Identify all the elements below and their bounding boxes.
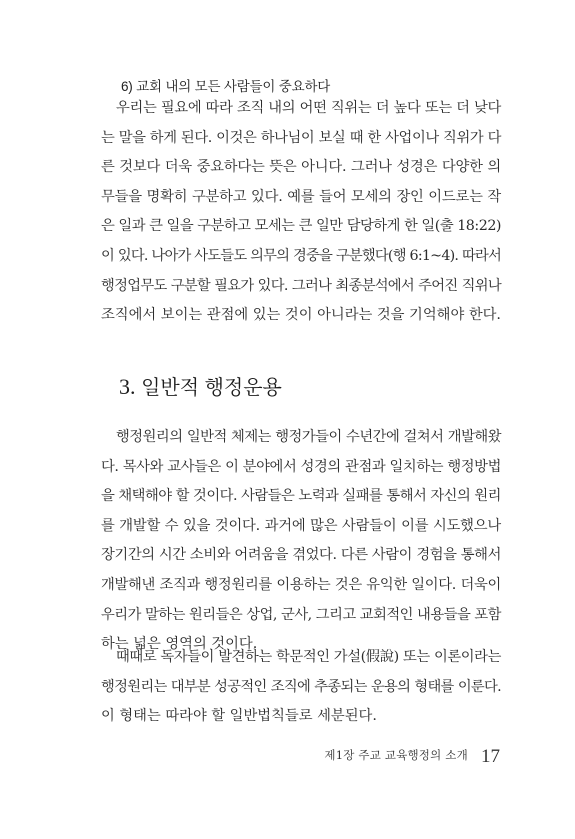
- text-line: 무들을 명확히 구분하고 있다. 예를 들어 모세의 장인 이드로는 작: [101, 188, 501, 205]
- text-line: 행정업무도 구분할 필요가 있다. 그러나 최종분석에서 주어진 직위나: [101, 277, 501, 294]
- text-line: 행정원리의 일반적 체제는 행정가들이 수년간에 걸쳐서 개발해왔: [116, 429, 501, 445]
- text-line: 은 일과 큰 일을 구분하고 모세는 큰 일만 담당하게 한 일(출 18:22): [101, 218, 501, 235]
- text-line: 행정원리는 대부분 성공적인 조직에 추종되는 운용의 형태를 이룬다.: [101, 678, 501, 695]
- text-line: 이 형태는 따라야 할 일반법칙들로 세분된다.: [101, 708, 377, 725]
- text-line: 우리가 말하는 원리들은 상업, 군사, 그리고 교회적인 내용들을 포함: [101, 606, 501, 623]
- subsection-heading: 6) 교회 내의 모든 사람들이 중요하다: [121, 79, 331, 94]
- text-line: 는 말을 하게 된다. 이것은 하나님이 보실 때 한 사업이나 직위가 다: [101, 129, 501, 146]
- paragraph-organization-roles: [101, 94, 501, 331]
- text-line: 때때로 독자들이 발견하는 학문적인 가설(假說) 또는 이론이라는: [116, 649, 501, 665]
- text-line: 장기간의 시간 소비와 어려움을 겪었다. 다른 사람이 경험을 통해서: [101, 547, 501, 564]
- text-line: 조직에서 보이는 관점에 있는 것이 아니라는 것을 기억해야 한다.: [101, 307, 501, 324]
- text-line: 하는 넓은 영역의 것이다.: [101, 636, 258, 653]
- text-line: 른 것보다 더욱 중요하다는 뜻은 아니다. 그러나 성경은 다양한 의: [101, 159, 501, 176]
- text-line: 을 채택해야 할 것이다. 사람들은 노력과 실패를 통해서 자신의 원리: [101, 488, 501, 505]
- text-line: 우리는 필요에 따라 조직 내의 어떤 직위는 더 높다 또는 더 낮다: [116, 100, 501, 116]
- section-title-text: 일반적 행정운용: [141, 377, 282, 399]
- paragraph-hypothesis: [101, 643, 501, 732]
- running-chapter-title: 제1장 주교 교육행정의 소개: [324, 748, 468, 762]
- text-line: 다. 목사와 교사들은 이 분야에서 성경의 관점과 일치하는 행정방법: [101, 458, 501, 475]
- section-number: 3.: [119, 374, 136, 399]
- text-line: 를 개발할 수 있을 것이다. 과거에 많은 사람들이 이를 시도했으나: [101, 517, 501, 534]
- paragraph-admin-principles: [101, 423, 501, 660]
- text-line: 개발해낸 조직과 행정원리를 이용하는 것은 유익한 일이다. 더욱이: [101, 576, 501, 593]
- section-title: [119, 371, 282, 400]
- page-footer: [324, 746, 500, 768]
- page-number: 17: [481, 746, 500, 767]
- text-line: 이 있다. 나아가 사도들도 의무의 경중을 구분했다(행 6:1~4). 따라서: [101, 247, 501, 264]
